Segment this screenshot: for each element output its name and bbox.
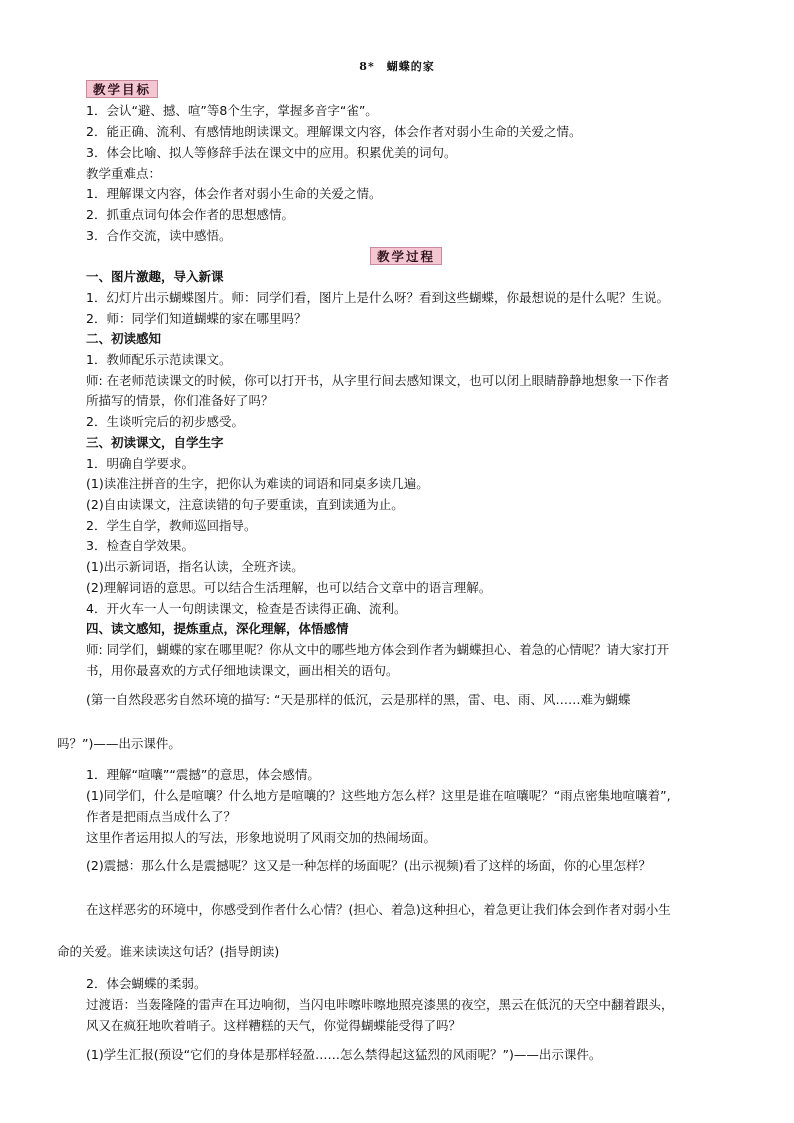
text-line: 1．幻灯片出示蝴蝶图片。师：同学们看，图片上是什么呀？看到这些蝴蝶，你最想说的是什么呢？生说。 [86, 290, 669, 305]
text-line: 教学重难点： [86, 166, 162, 181]
section-heading: 四、读文感知，提炼重点，深化理解，体悟感情 [86, 621, 349, 636]
text-line: 4．开火车一人一句朗读课文，检查是否读得正确、流利。 [86, 601, 407, 616]
teaching-goals-badge: 教学目标 [86, 80, 158, 98]
text-line: 2．生谈听完后的初步感受。 [86, 414, 244, 429]
text-line: 过渡语：当轰隆隆的雷声在耳边响彻，当闪电咔嚓咔嚓地照亮漆黑的夜空，黑云在低沉的天空中翻着跟头， [86, 997, 674, 1012]
text-line: 师: 同学们，蝴蝶的家在哪里呢？你从文中的哪些地方体会到作者为蝴蝶担心、着急的心情呢？请大家打开 [86, 642, 670, 657]
text-line: (1)出示新词语，指名认读，全班齐读。 [86, 559, 304, 574]
section-heading: 一、图片激趣，导入新课 [86, 269, 224, 284]
text-line: 2．抓重点词句体会作者的思想感情。 [86, 207, 294, 222]
text-line: 2．能正确、流利、有感情地朗读课文。理解课文内容，体会作者对弱小生命的关爱之情。 [86, 124, 582, 139]
text-line: (2)自由读课文，注意读错的句子要重读，直到读通为止。 [86, 497, 404, 512]
text-line: 3．检查自学效果。 [86, 538, 194, 553]
text-line: 1．会认“避、撼、喧”等8个生字，掌握多音字“雀”。 [86, 103, 378, 118]
text-line: 1．教师配乐示范读课文。 [86, 352, 232, 367]
section-heading: 二、初读感知 [86, 331, 162, 346]
text-line: (2)理解词语的意思。可以结合生活理解，也可以结合文章中的语言理解。 [86, 580, 492, 595]
text-line: 作者是把雨点当成什么了？ [86, 809, 237, 824]
section-heading: 三、初读课文，自学生字 [86, 435, 224, 450]
text-line: (1)同学们，什么是喧嚷？什么地方是喧嚷的？这些地方怎么样？这里是谁在喧嚷呢？“雨点密集地喧嚷着”, [86, 788, 671, 803]
text-line: (1)学生汇报(预设“它们的身体是那样轻盈……怎么禁得起这猛烈的风雨呢？”)——出示课件。 [86, 1047, 602, 1062]
text-line: 2．师：同学们知道蝴蝶的家在哪里吗？ [86, 311, 307, 326]
text-line: 书，用你最喜欢的方式仔细地读课文，画出相关的语句。 [86, 663, 399, 678]
text-line: 在这样恶劣的环境中，你感受到作者什么心情？(担心、着急)这种担心，着急更让我们体会到作者对弱小生 [86, 902, 671, 917]
text-line: 3．体会比喻、拟人等修辞手法在课文中的应用。积累优美的词句。 [86, 145, 457, 160]
text-line: 风又在疯狂地吹着哨子。这样糟糕的天气，你觉得蝴蝶能受得了吗？ [86, 1018, 462, 1033]
text-line: (2)震撼：那么什么是震撼呢？这又是一种怎样的场面呢？(出示视频)看了这样的场面，你的心里怎样？ [86, 858, 651, 873]
text-line: 命的关爱。谁来读读这句话？(指导朗读) [57, 944, 280, 959]
text-line: 2．体会蝴蝶的柔弱。 [86, 976, 207, 991]
text-line: 2．学生自学，教师巡回指导。 [86, 518, 257, 533]
text-line: 这里作者运用拟人的写法，形象地说明了风雨交加的热闹场面。 [86, 830, 437, 845]
text-line: 吗？”)——出示课件。 [57, 736, 181, 751]
page-title: 8* 蝴蝶的家 [359, 60, 435, 73]
text-line: 1．理解“喧嚷”“震撼”的意思，体会感情。 [86, 767, 320, 782]
text-line: (1)读准注拼音的生字，把你认为难读的词语和同桌多读几遍。 [86, 476, 429, 491]
text-line: (第一自然段恶劣自然环境的描写: “天是那样的低沉，云是那样的黑，雷、电、雨、风……难为蝴蝶 [86, 692, 631, 707]
text-line: 3．合作交流，读中感悟。 [86, 228, 232, 243]
text-line: 1．明确自学要求。 [86, 456, 194, 471]
teaching-process-badge: 教学过程 [370, 247, 442, 265]
text-line: 师: 在老师范读课文的时候，你可以打开书，从字里行间去感知课文，也可以闭上眼睛静静地想象一下作者 [86, 373, 670, 388]
text-line: 所描写的情景，你们准备好了吗？ [86, 393, 274, 408]
text-line: 1．理解课文内容，体会作者对弱小生命的关爱之情。 [86, 186, 382, 201]
